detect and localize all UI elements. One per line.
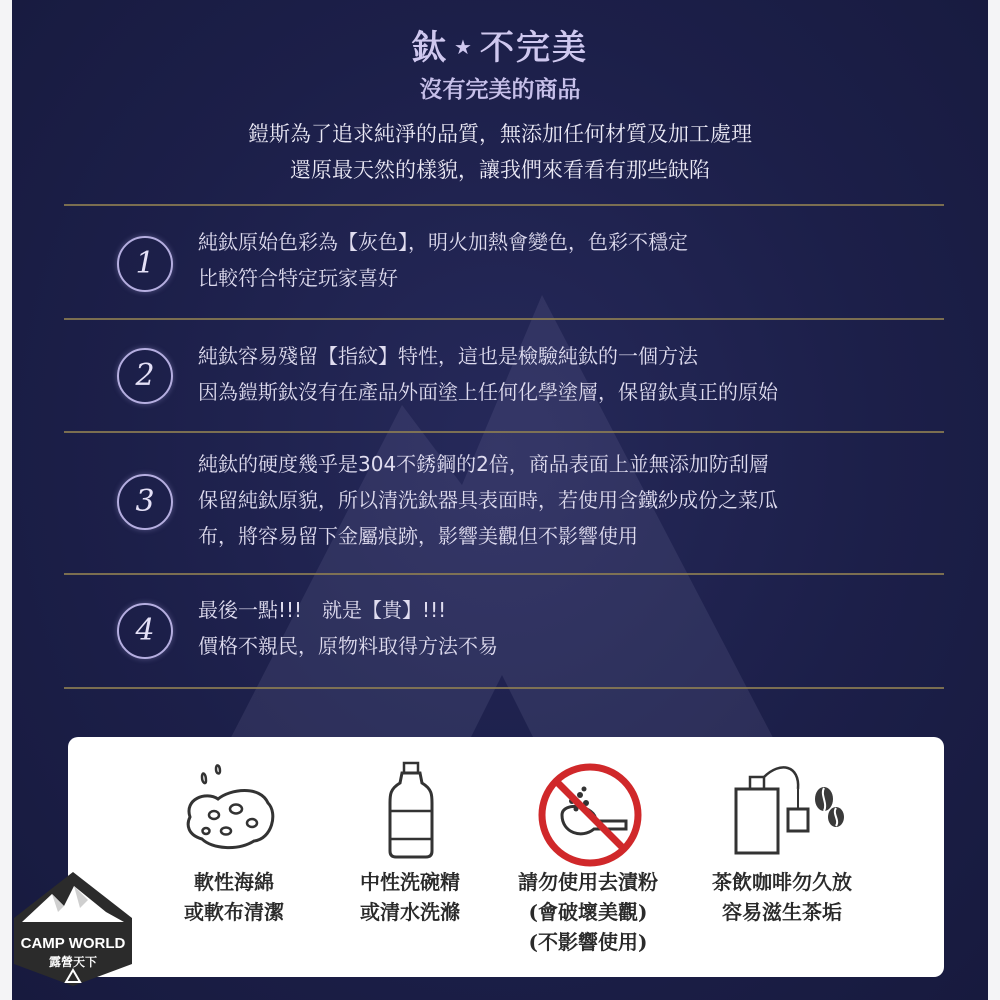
caption-line: 或清水洗滌 — [360, 900, 460, 924]
title-left: 鈦 — [412, 28, 449, 68]
page-canvas — [12, 0, 988, 1000]
intro-line: 鎧斯為了追求純淨的品質，無添加任何材質及加工處理 — [248, 122, 752, 146]
item-line: 價格不親民，原物料取得方法不易 — [198, 634, 498, 658]
intro-line: 還原最天然的樣貌，讓我們來看看有那些缺陷 — [290, 158, 710, 182]
item-number: 1 — [117, 236, 173, 292]
divider — [64, 318, 944, 320]
logo-text-bottom: 露營天下 — [48, 955, 98, 969]
sponge-icon — [176, 759, 286, 859]
caption-line: 中性洗碗精 — [360, 870, 460, 894]
item-line: 最後一點!!! 就是【貴】!!! — [198, 598, 447, 622]
divider — [64, 573, 944, 575]
caption-line: 容易滋生茶垢 — [722, 900, 842, 924]
caption-line: 軟性海綿 — [194, 870, 274, 894]
item-text — [198, 446, 778, 554]
item-number: 4 — [117, 603, 173, 659]
item-line: 因為鎧斯鈦沒有在產品外面塗上任何化學塗層，保留鈦真正的原始 — [198, 380, 778, 404]
logo-text-top: CAMP WORLD — [20, 935, 126, 952]
divider — [64, 204, 944, 206]
item-line: 純鈦原始色彩為【灰色】，明火加熱會變色，色彩不穩定 — [198, 230, 688, 254]
item-line: 比較符合特定玩家喜好 — [198, 266, 398, 290]
title-right: 不完美 — [479, 28, 588, 68]
caption-line: 茶飲咖啡勿久放 — [712, 870, 852, 894]
care-caption-no-powder — [488, 867, 688, 957]
item-text — [198, 224, 688, 296]
item-text — [198, 338, 778, 410]
item-line: 保留純鈦原貌，所以清洗鈦器具表面時，若使用含鐵紗成份之菜瓜 — [198, 488, 778, 512]
care-caption-sponge — [134, 867, 334, 927]
item-line: 純鈦容易殘留【指紋】特性，這也是檢驗純鈦的一個方法 — [198, 344, 698, 368]
item-number: 2 — [117, 348, 173, 404]
no-powder-icon — [534, 759, 646, 871]
item-text — [198, 592, 498, 664]
item-line: 純鈦的硬度幾乎是304不銹鋼的2倍，商品表面上並無添加防刮層 — [198, 452, 769, 476]
divider — [64, 687, 944, 689]
caption-line: (會破壞美觀) — [528, 900, 648, 924]
star-icon: ★ — [454, 35, 474, 59]
caption-line: (不影響使用) — [528, 930, 648, 954]
care-caption-detergent — [310, 867, 510, 927]
caption-line: 或軟布清潔 — [184, 900, 284, 924]
page-title — [12, 20, 988, 69]
care-panel — [68, 737, 944, 977]
caption-line: 請勿使用去漬粉 — [518, 870, 658, 894]
divider — [64, 431, 944, 433]
item-line: 布，將容易留下金屬痕跡，影響美觀但不影響使用 — [198, 524, 638, 548]
intro-text — [12, 116, 988, 188]
camp-world-logo — [8, 868, 138, 990]
care-caption-tea-coffee — [682, 867, 882, 927]
item-number: 3 — [117, 474, 173, 530]
page-subtitle: 沒有完美的商品 — [419, 77, 581, 103]
detergent-bottle-icon — [376, 759, 446, 859]
tea-coffee-icon — [728, 759, 848, 859]
